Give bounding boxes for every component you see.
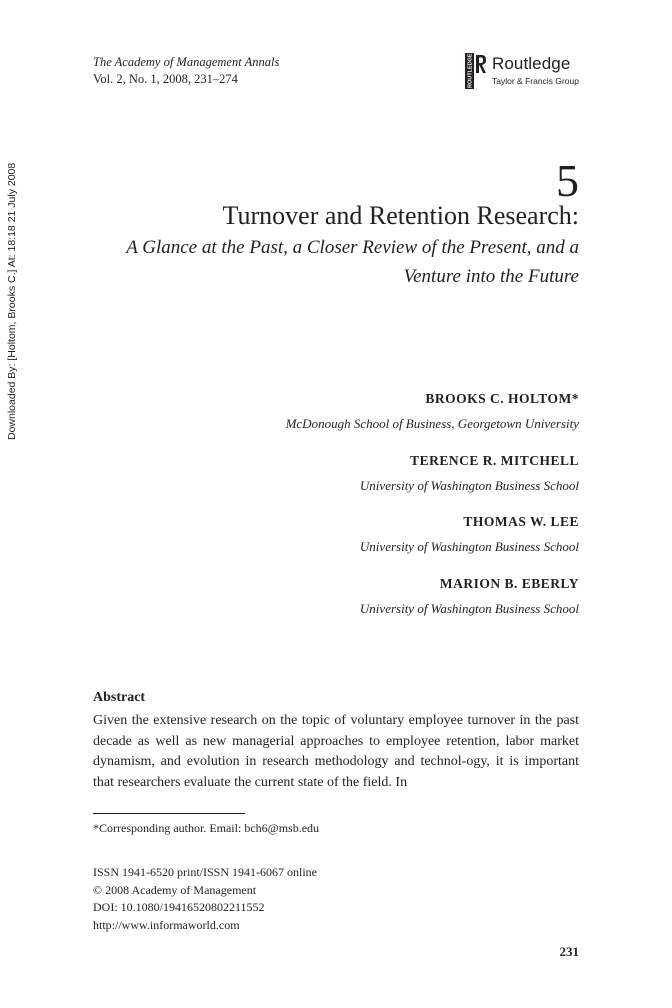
publisher-subname: Taylor & Francis Group [492, 76, 579, 86]
abstract-text: Given the extensive research on the topic of voluntary employee turnover in the past decade as well as new managerial approaches to employee retention, labor market dynamism, and evolution in research methodology and technol-ogy, it is important that researchers evaluate the current state of the field. In [93, 713, 579, 790]
author-affiliation: University of Washington Business School [359, 478, 579, 493]
author-name: MARION B. EBERLY [439, 576, 579, 591]
article-subtitle: A Glance at the Past, a Closer Review of the Present, and a Venture into the Future [126, 237, 579, 287]
corresponding-author-footnote: *Corresponding author. Email: bch6@msb.edu [93, 821, 320, 835]
article-title: Turnover and Retention Research: [222, 201, 579, 230]
footnote-divider [93, 813, 245, 814]
copyright-line: © 2008 Academy of Management [93, 882, 257, 897]
author-name: TERENCE R. MITCHELL [410, 453, 579, 468]
journal-header [93, 54, 279, 88]
author-name: BROOKS C. HOLTOM* [425, 391, 579, 406]
publisher-url[interactable]: http://www.informaworld.com [93, 917, 240, 932]
author-affiliation: University of Washington Business School [359, 539, 579, 554]
volume-info: Vol. 2, No. 1, 2008, 231–274 [93, 72, 238, 86]
chapter-number: 5 [556, 155, 579, 206]
logo-mark-text: ROUTLEDGE [467, 53, 474, 88]
doi-line: DOI: 10.1080/19416520802211552 [93, 900, 265, 914]
publisher-logo [465, 53, 585, 89]
publisher-name: Routledge [492, 54, 571, 73]
routledge-logo-icon [465, 53, 487, 89]
issn-line: ISSN 1941-6520 print/ISSN 1941-6067 online [93, 865, 318, 879]
page-number: 231 [559, 944, 579, 959]
author-name: THOMAS W. LEE [463, 514, 579, 529]
journal-name: The Academy of Management Annals [93, 55, 280, 69]
download-watermark: Downloaded By: [Holtom, Brooks C.] At: 18:18 21 July 2008 [6, 162, 18, 440]
author-affiliation: University of Washington Business School [359, 601, 579, 616]
abstract-heading: Abstract [93, 690, 146, 705]
author-affiliation: McDonough School of Business, Georgetown University [285, 416, 579, 431]
publication-info [93, 864, 317, 934]
